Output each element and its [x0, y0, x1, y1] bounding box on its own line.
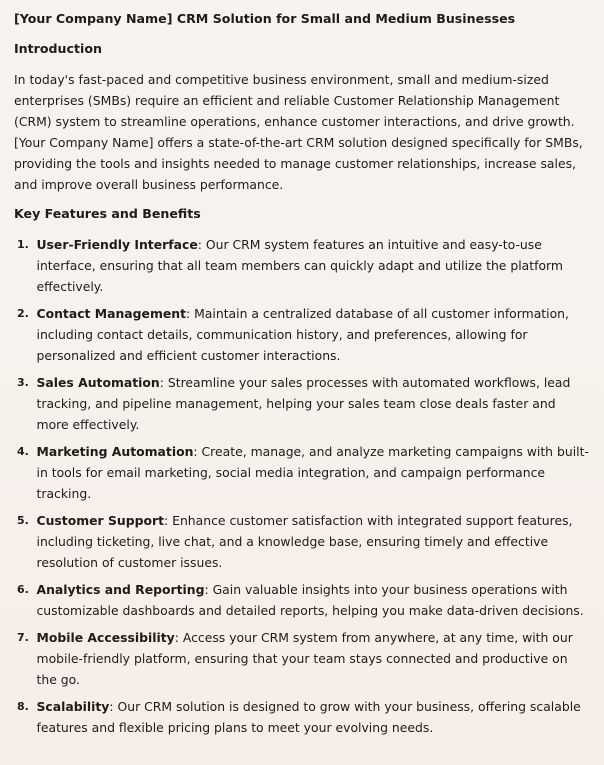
feature-description: : Streamline your sales processes with automated workflows, lead tracking, and pipeline management, helping your sales team close deals faster and more effectively. — [36, 375, 571, 432]
feature-item-sales-automation — [14, 372, 590, 435]
feature-description: : Maintain a centralized database of all customer information, including contact details, communication history, and preferences, allowing for personalized and efficient customer interactions. — [36, 306, 569, 363]
feature-number: 8. — [17, 700, 29, 713]
introduction-paragraph: In today's fast-paced and competitive business environment, small and medium-sized enterprises (SMBs) require an efficient and reliable Customer Relationship Management (CRM) system to streamline operations, enhance customer interactions, and drive growth. [Your Company Name] offers a state-of-the-art CRM solution designed specifically for SMBs, providing the tools and insights needed to manage customer relationships, increase sales, and improve overall business performance. — [14, 72, 583, 192]
feature-description: : Create, manage, and analyze marketing campaigns with built-in tools for email marketing, social media integration, and campaign performance tracking. — [36, 444, 589, 501]
feature-item-marketing-automation — [14, 441, 590, 504]
feature-item-customer-support — [14, 510, 590, 573]
feature-name: Marketing Automation — [36, 444, 194, 459]
introduction-heading: Introduction — [14, 41, 102, 56]
key-features-heading: Key Features and Benefits — [14, 206, 201, 221]
feature-item-analytics-and-reporting — [14, 579, 590, 621]
feature-number: 3. — [17, 376, 29, 389]
feature-number: 1. — [17, 238, 29, 251]
document-title: [Your Company Name] CRM Solution for Small and Medium Businesses — [14, 11, 516, 26]
feature-item-mobile-accessibility — [14, 627, 590, 690]
feature-description: : Enhance customer satisfaction with integrated support features, including ticketing, live chat, and a knowledge base, ensuring timely and effective resolution of customer issues. — [36, 513, 573, 570]
feature-number: 5. — [17, 514, 29, 527]
feature-name: Customer Support — [36, 513, 164, 528]
feature-name: Contact Management — [36, 306, 186, 321]
feature-description: : Gain valuable insights into your business operations with customizable dashboards and detailed reports, helping you make data-driven decisions. — [36, 582, 584, 618]
feature-description: : Our CRM system features an intuitive and easy-to-use interface, ensuring that all team members can quickly adapt and utilize the platform effectively. — [36, 237, 564, 294]
feature-list — [14, 234, 590, 738]
feature-name: Analytics and Reporting — [36, 582, 205, 597]
feature-name: Scalability — [36, 699, 110, 714]
feature-item-scalability — [14, 696, 590, 738]
feature-name: Mobile Accessibility — [36, 630, 175, 645]
feature-number: 2. — [17, 307, 29, 320]
feature-name: User-Friendly Interface — [36, 237, 198, 252]
feature-item-contact-management — [14, 303, 590, 366]
feature-number: 6. — [17, 583, 29, 596]
feature-number: 4. — [17, 445, 29, 458]
feature-item-user-friendly-interface — [14, 234, 590, 297]
feature-description: : Access your CRM system from anywhere, at any time, with our mobile-friendly platform, ensuring that your team stays connected and productive on the go. — [36, 630, 573, 687]
feature-description: : Our CRM solution is designed to grow with your business, offering scalable features and flexible pricing plans to meet your evolving needs. — [36, 699, 581, 735]
feature-number: 7. — [17, 631, 29, 644]
feature-name: Sales Automation — [36, 375, 160, 390]
